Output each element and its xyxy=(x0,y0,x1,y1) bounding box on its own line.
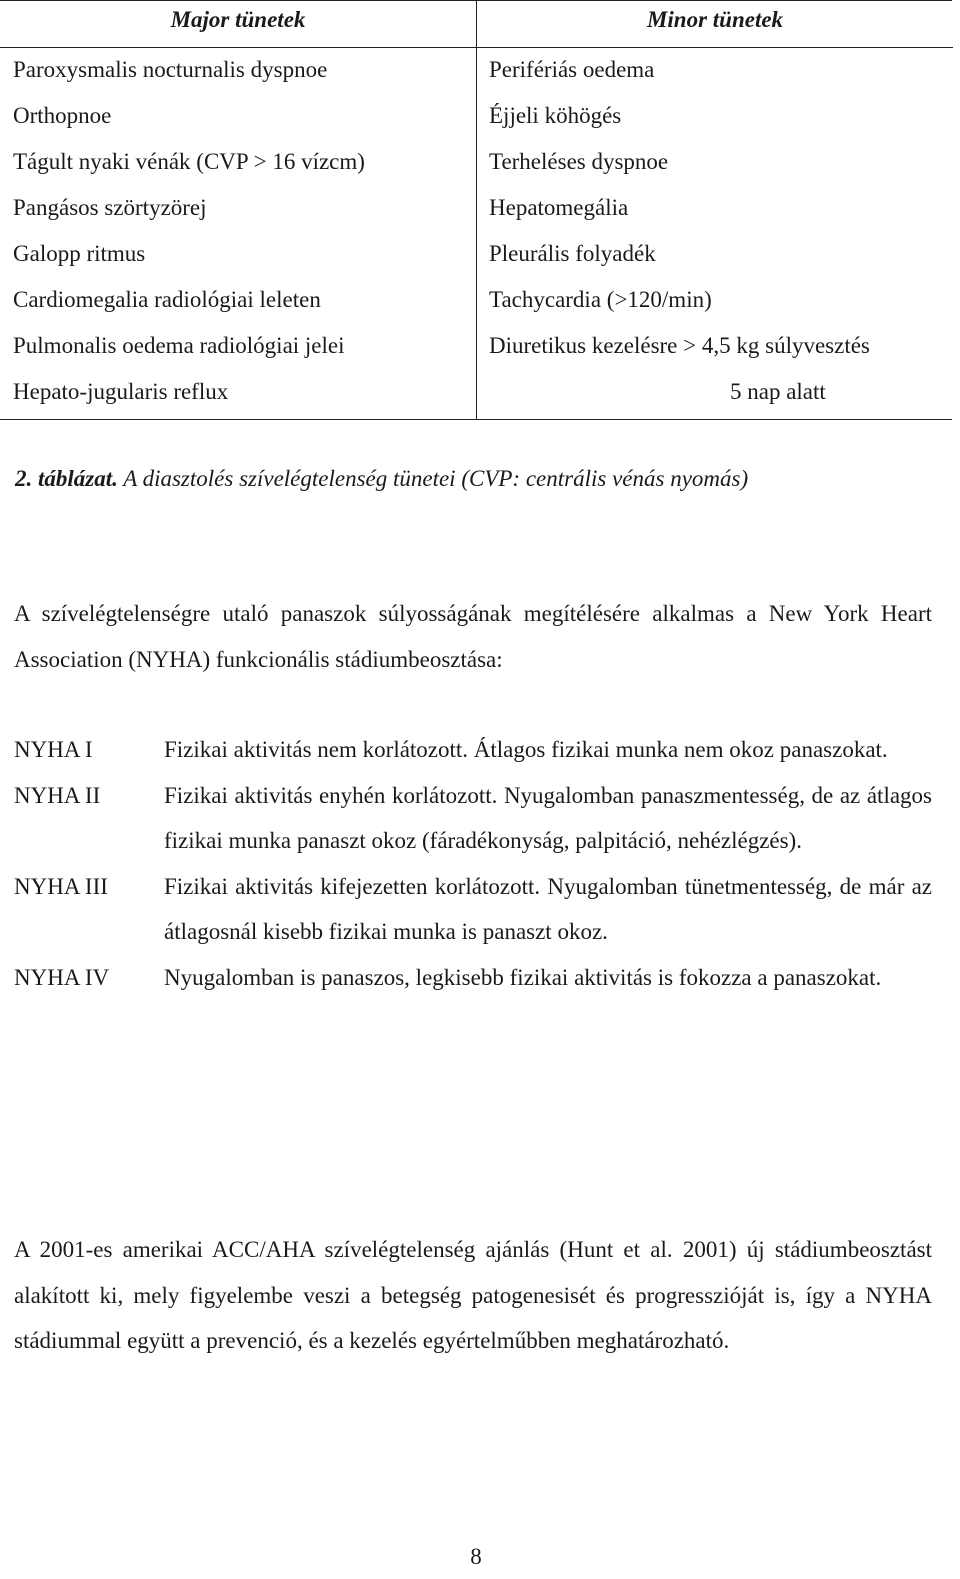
page-number: 8 xyxy=(470,1544,482,1569)
minor-symptom-item-continuation: 5 nap alatt xyxy=(730,379,826,404)
nyha-class-description: Nyugalomban is panaszos, legkisebb fizikai aktivitás is fokozza a panaszokat. xyxy=(164,964,882,990)
nyha-class-label: NYHA I xyxy=(14,737,93,762)
minor-symptom-item: Perifériás oedema xyxy=(489,57,655,82)
major-symptom-item: Cardiomegalia radiológiai leleten xyxy=(13,287,321,312)
nyha-row xyxy=(14,864,934,955)
minor-symptoms-column xyxy=(476,1,953,419)
major-symptoms-list xyxy=(0,47,476,415)
nyha-intro-paragraph: A szívelégtelenségre utaló panaszok súlyosságának megítélésére alkalmas a New York Heart Association (NYHA) funkcionális stádiumbeosztása: xyxy=(14,601,932,672)
nyha-classification-list xyxy=(14,727,934,1000)
major-symptom-item: Galopp ritmus xyxy=(13,241,146,266)
minor-symptom-item: Tachycardia (>120/min) xyxy=(489,287,712,312)
minor-symptom-item: Hepatomegália xyxy=(489,195,629,220)
nyha-row xyxy=(14,727,934,773)
table-caption xyxy=(15,463,748,495)
nyha-class-label: NYHA II xyxy=(14,782,101,808)
nyha-row xyxy=(14,773,934,864)
nyha-class-description: Fizikai aktivitás kifejezetten korlátozott. Nyugalomban tünetmentesség, de már az átlagosnál kisebb fizikai munka is panaszt okoz. xyxy=(164,873,932,944)
major-symptom-item: Tágult nyaki vénák (CVP > 16 vízcm) xyxy=(13,149,365,174)
major-symptom-item: Orthopnoe xyxy=(13,103,112,128)
major-symptom-item: Pangásos szörtyzörej xyxy=(13,195,207,220)
nyha-class-label: NYHA III xyxy=(14,873,108,899)
major-symptom-item: Paroxysmalis nocturnalis dyspnoe xyxy=(13,57,328,82)
major-symptoms-header: Major tünetek xyxy=(0,1,476,48)
table-caption-text: A diasztolés szívelégtelenség tünetei (CVP: centrális vénás nyomás) xyxy=(117,466,749,491)
nyha-class-description: Fizikai aktivitás enyhén korlátozott. Nyugalomban panaszmentesség, de az átlagos fizikai munka panaszt okoz (fáradékonyság, palpitáció, nehézlégzés). xyxy=(164,782,932,853)
minor-symptom-item: Pleurális folyadék xyxy=(489,241,656,266)
major-symptom-item: Hepato-jugularis reflux xyxy=(13,379,229,404)
minor-symptom-item: Éjjeli köhögés xyxy=(489,103,622,128)
major-symptoms-column xyxy=(0,1,476,419)
minor-symptoms-list xyxy=(477,47,953,415)
minor-symptoms-header: Minor tünetek xyxy=(477,1,953,48)
nyha-class-description: Fizikai aktivitás nem korlátozott. Átlagos fizikai munka nem okoz panaszokat. xyxy=(164,737,888,762)
major-symptom-item: Pulmonalis oedema radiológiai jelei xyxy=(13,333,345,358)
acc-aha-paragraph: A 2001-es amerikai ACC/AHA szívelégtelenség ajánlás (Hunt et al. 2001) új stádiumbeosztást alakított ki, mely figyelembe veszi a betegség patogenesisét és progresszióját is, így a NYHA stádiummal együtt a prevenció, és a kezelés egyértelműbben meghatározható. xyxy=(14,1237,932,1353)
minor-symptom-item: Terheléses dyspnoe xyxy=(489,149,669,174)
table-caption-label: 2. táblázat. xyxy=(15,466,118,491)
nyha-row xyxy=(14,955,934,1001)
minor-symptom-item: Diuretikus kezelésre > 4,5 kg súlyvesztés xyxy=(489,333,870,358)
nyha-class-label: NYHA IV xyxy=(14,964,110,990)
symptom-table xyxy=(0,0,952,420)
